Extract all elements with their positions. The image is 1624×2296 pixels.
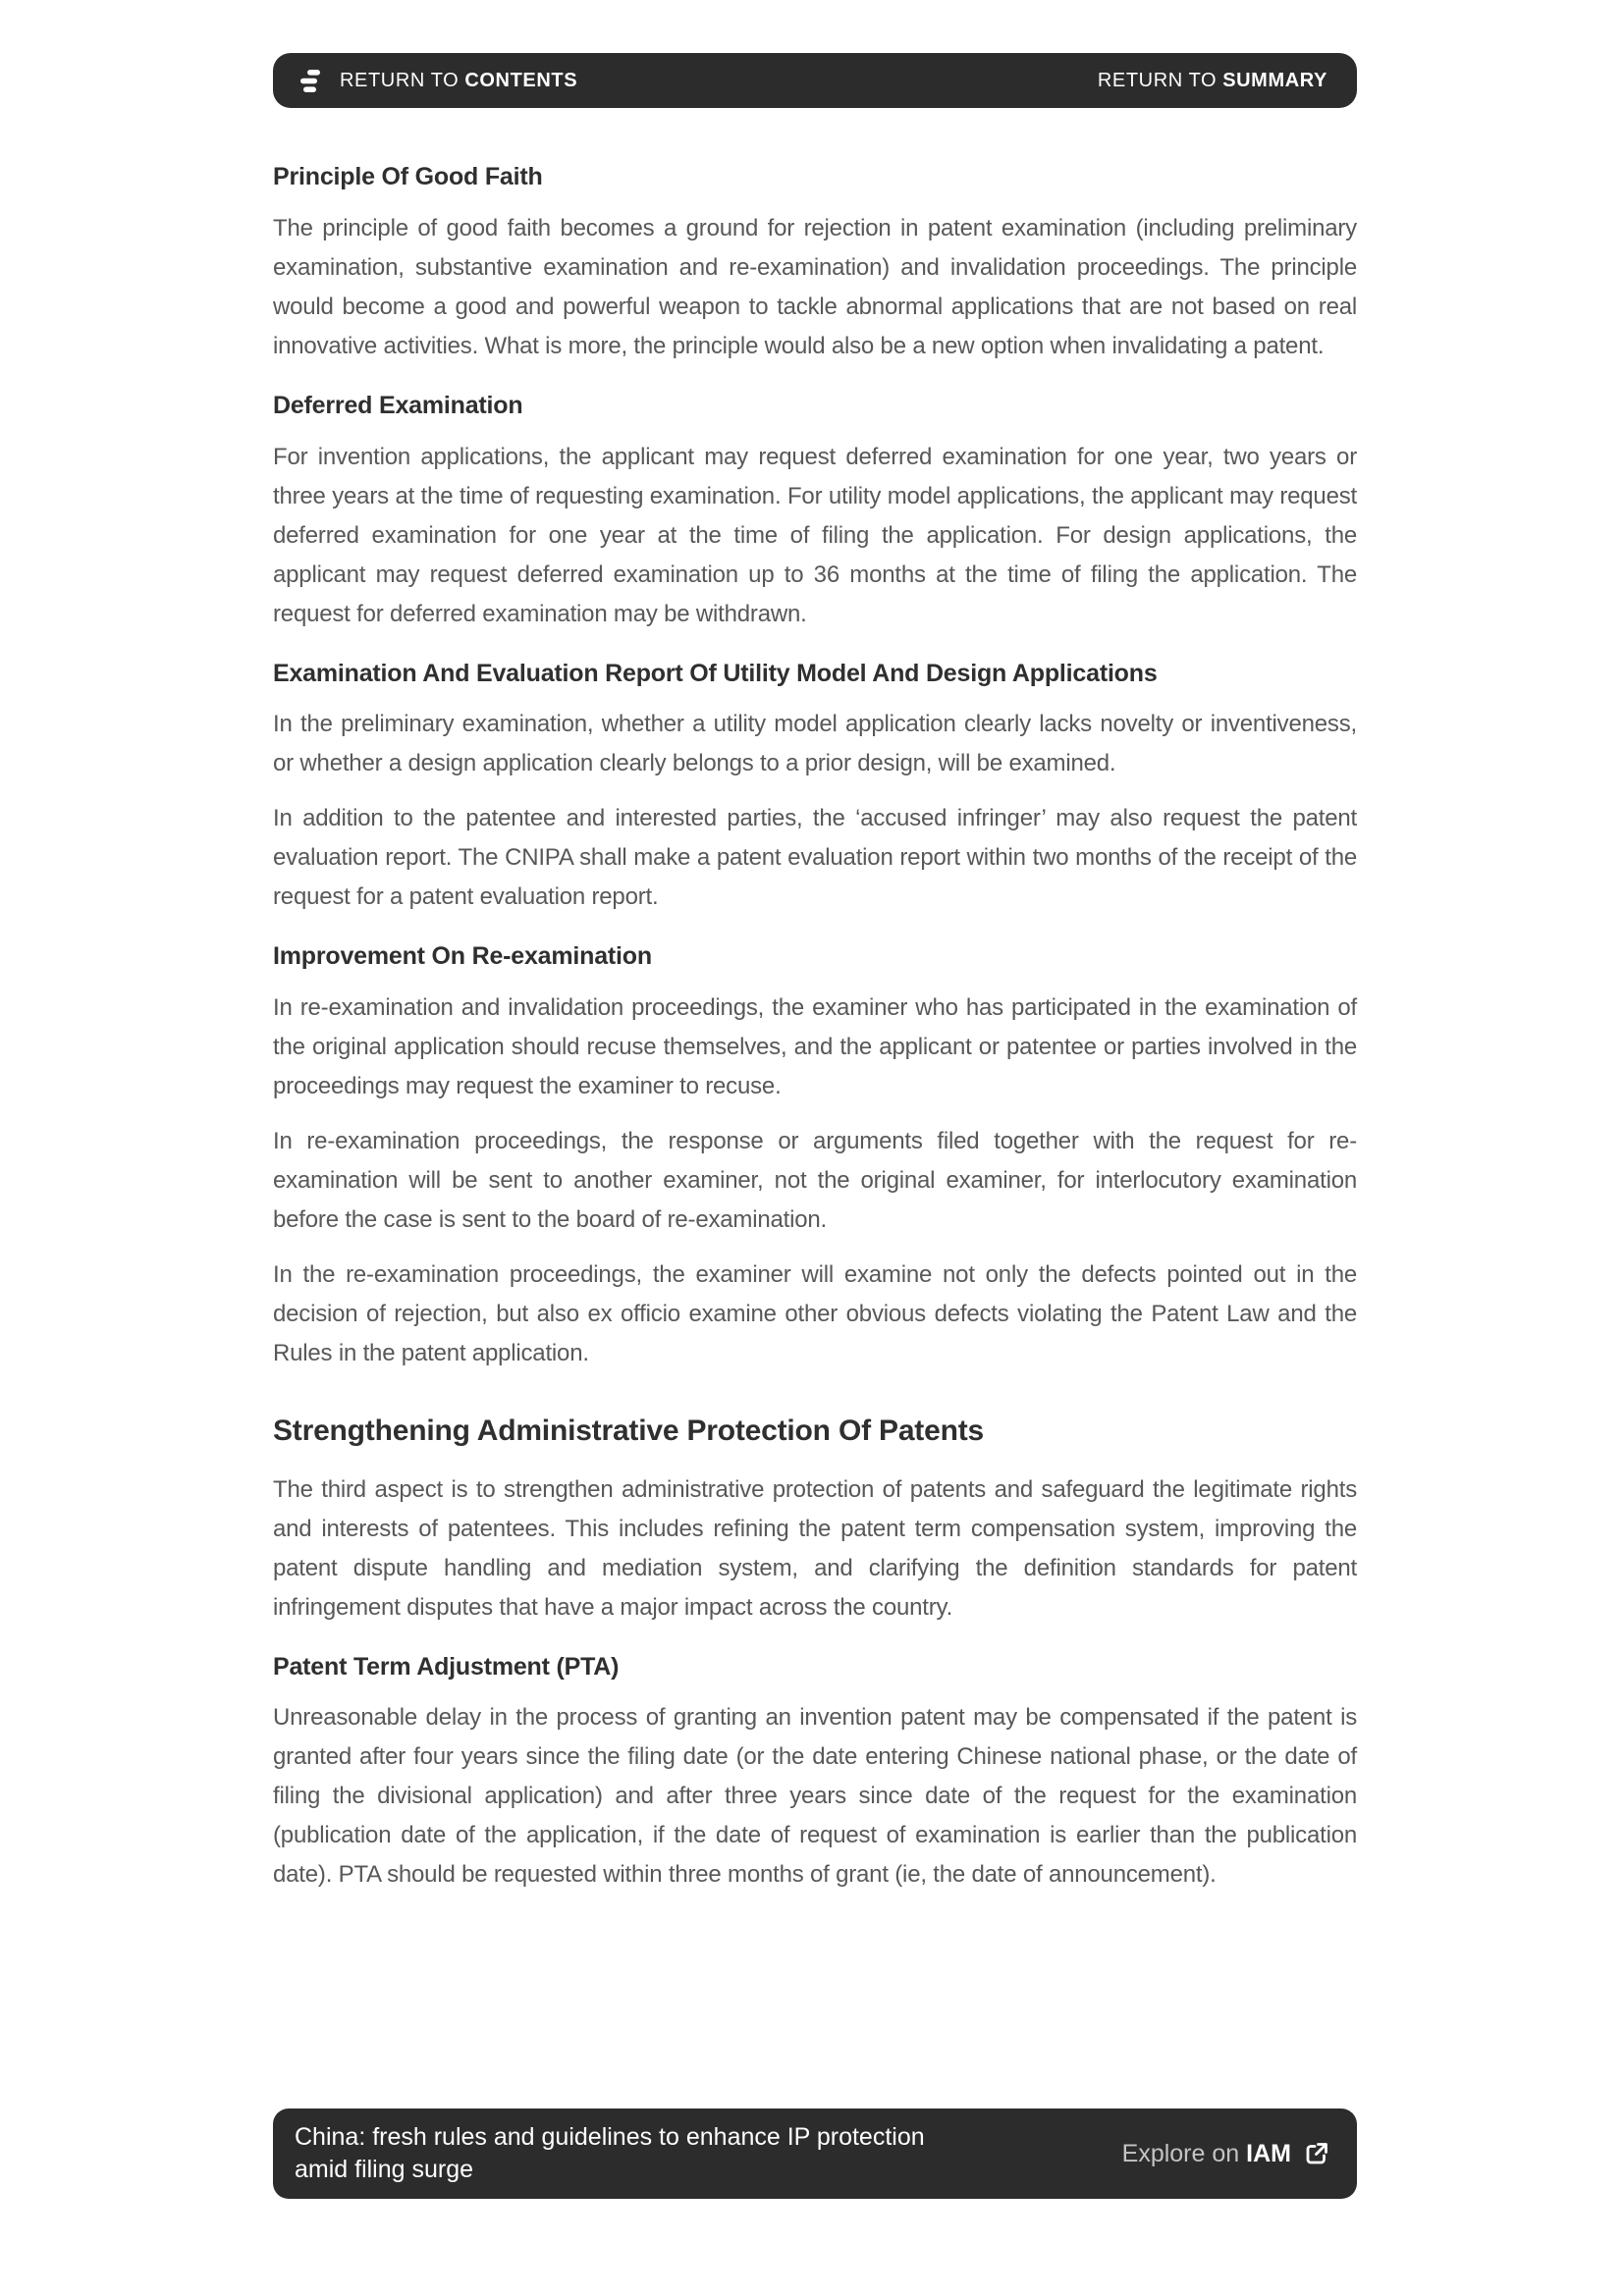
section-deferred-examination bbox=[273, 392, 1357, 634]
section-patent-term-adjustment bbox=[273, 1653, 1357, 1896]
return-to-summary-button[interactable] bbox=[1098, 70, 1327, 92]
article-title-line1: China: fresh rules and guidelines to enhance IP protection bbox=[295, 2123, 925, 2151]
body-paragraph: In re-examination and invalidation proceedings, the examiner who has participated in the examination of the original application should recuse themselves, and the applicant or patentee or parties involved in the proceedings may request the examiner to recuse. bbox=[273, 994, 1357, 1099]
footer-ribbon bbox=[273, 2109, 1357, 2199]
return-to-summary-label-bold: SUMMARY bbox=[1222, 69, 1327, 91]
section-heading: Deferred Examination bbox=[273, 391, 523, 419]
body-paragraph: In addition to the patentee and interested parties, the ‘accused infringer’ may also request the patent evaluation report. The CNIPA shall make a patent evaluation report within two months of the receipt of the request for a patent evaluation report. bbox=[273, 805, 1357, 911]
iam-label: IAM bbox=[1246, 2139, 1291, 2167]
body-paragraph: The third aspect is to strengthen administrative protection of patents and safeguard the legitimate rights and interests of patentees. This includes refining the patent term compensation system, improving the patent dispute handling and mediation system, and clarifying the definition standards for patent infringement disputes that have a major impact across the country. bbox=[273, 1475, 1357, 1621]
return-to-summary-label-prefix: RETURN TO bbox=[1097, 69, 1218, 91]
body-paragraph: Unreasonable delay in the process of granting an invention patent may be compensated if the patent is granted after four years since the filing date (or the date entering Chinese national phase, or the date of filing the divisional application) and after three years since date of the request for the examination (publication date of the application, if the date of request of examination is earlier than the publication date). PTA should be requested within three months of grant (ie, the date of announcement). bbox=[273, 1704, 1357, 1889]
article-body bbox=[273, 163, 1357, 1910]
section-heading: Principle Of Good Faith bbox=[273, 163, 543, 190]
article-title-line2: amid filing surge bbox=[295, 2156, 474, 2183]
section-examination-and-evaluation-report bbox=[273, 660, 1357, 918]
explore-on-iam-link[interactable] bbox=[1122, 2140, 1329, 2168]
body-paragraph: For invention applications, the applicant may request deferred examination for one year, two years or three years at the time of requesting examination. For utility model applications, the applicant may request deferred examination for one year at the time of filing the application. For design applications, the applicant may request deferred examination up to 36 months at the time of filing the application. The request for deferred examination may be withdrawn. bbox=[273, 443, 1357, 627]
explore-on-label: Explore on bbox=[1121, 2139, 1240, 2167]
body-paragraph: In the re-examination proceedings, the examiner will examine not only the defects pointed out in the decision of rejection, but also ex officio examine other obvious defects violating the Patent Law and the Rules in the patent application. bbox=[273, 1261, 1357, 1366]
return-to-contents-button[interactable] bbox=[298, 69, 577, 93]
section-heading-major: Strengthening Administrative Protection Of Patents bbox=[273, 1415, 984, 1447]
article-title bbox=[295, 2121, 925, 2186]
section-heading: Examination And Evaluation Report Of Utility Model And Design Applications bbox=[273, 659, 1158, 687]
external-link-icon bbox=[1304, 2141, 1329, 2166]
return-to-contents-label-bold: CONTENTS bbox=[464, 69, 578, 91]
body-paragraph: In the preliminary examination, whether a utility model application clearly lacks novelty or inventiveness, or whether a design application clearly belongs to a prior design, will be examined. bbox=[273, 711, 1357, 777]
body-paragraph: The principle of good faith becomes a ground for rejection in patent examination (including preliminary examination, substantive examination and re-examination) and invalidation proceedings. The principle would become a good and powerful weapon to tackle abnormal applications that are not based on real innovative activities. What is more, the principle would also be a new option when invalidating a patent. bbox=[273, 214, 1357, 359]
section-principle-of-good-faith bbox=[273, 163, 1357, 366]
return-to-contents-label-prefix: RETURN TO bbox=[340, 69, 460, 91]
section-improvement-on-re-examination bbox=[273, 942, 1357, 1373]
section-heading: Patent Term Adjustment (PTA) bbox=[273, 1652, 620, 1681]
section-heading: Improvement On Re-examination bbox=[273, 942, 652, 971]
header-ribbon bbox=[273, 53, 1357, 108]
contents-icon bbox=[298, 69, 325, 93]
body-paragraph: In re-examination proceedings, the response or arguments filed together with the request for re-examination will be sent to another examiner, not the original examiner, for interlocutory examination before the case is sent to the board of re-examination. bbox=[273, 1128, 1357, 1233]
section-strengthening-administrative-protection bbox=[273, 1415, 1357, 1628]
